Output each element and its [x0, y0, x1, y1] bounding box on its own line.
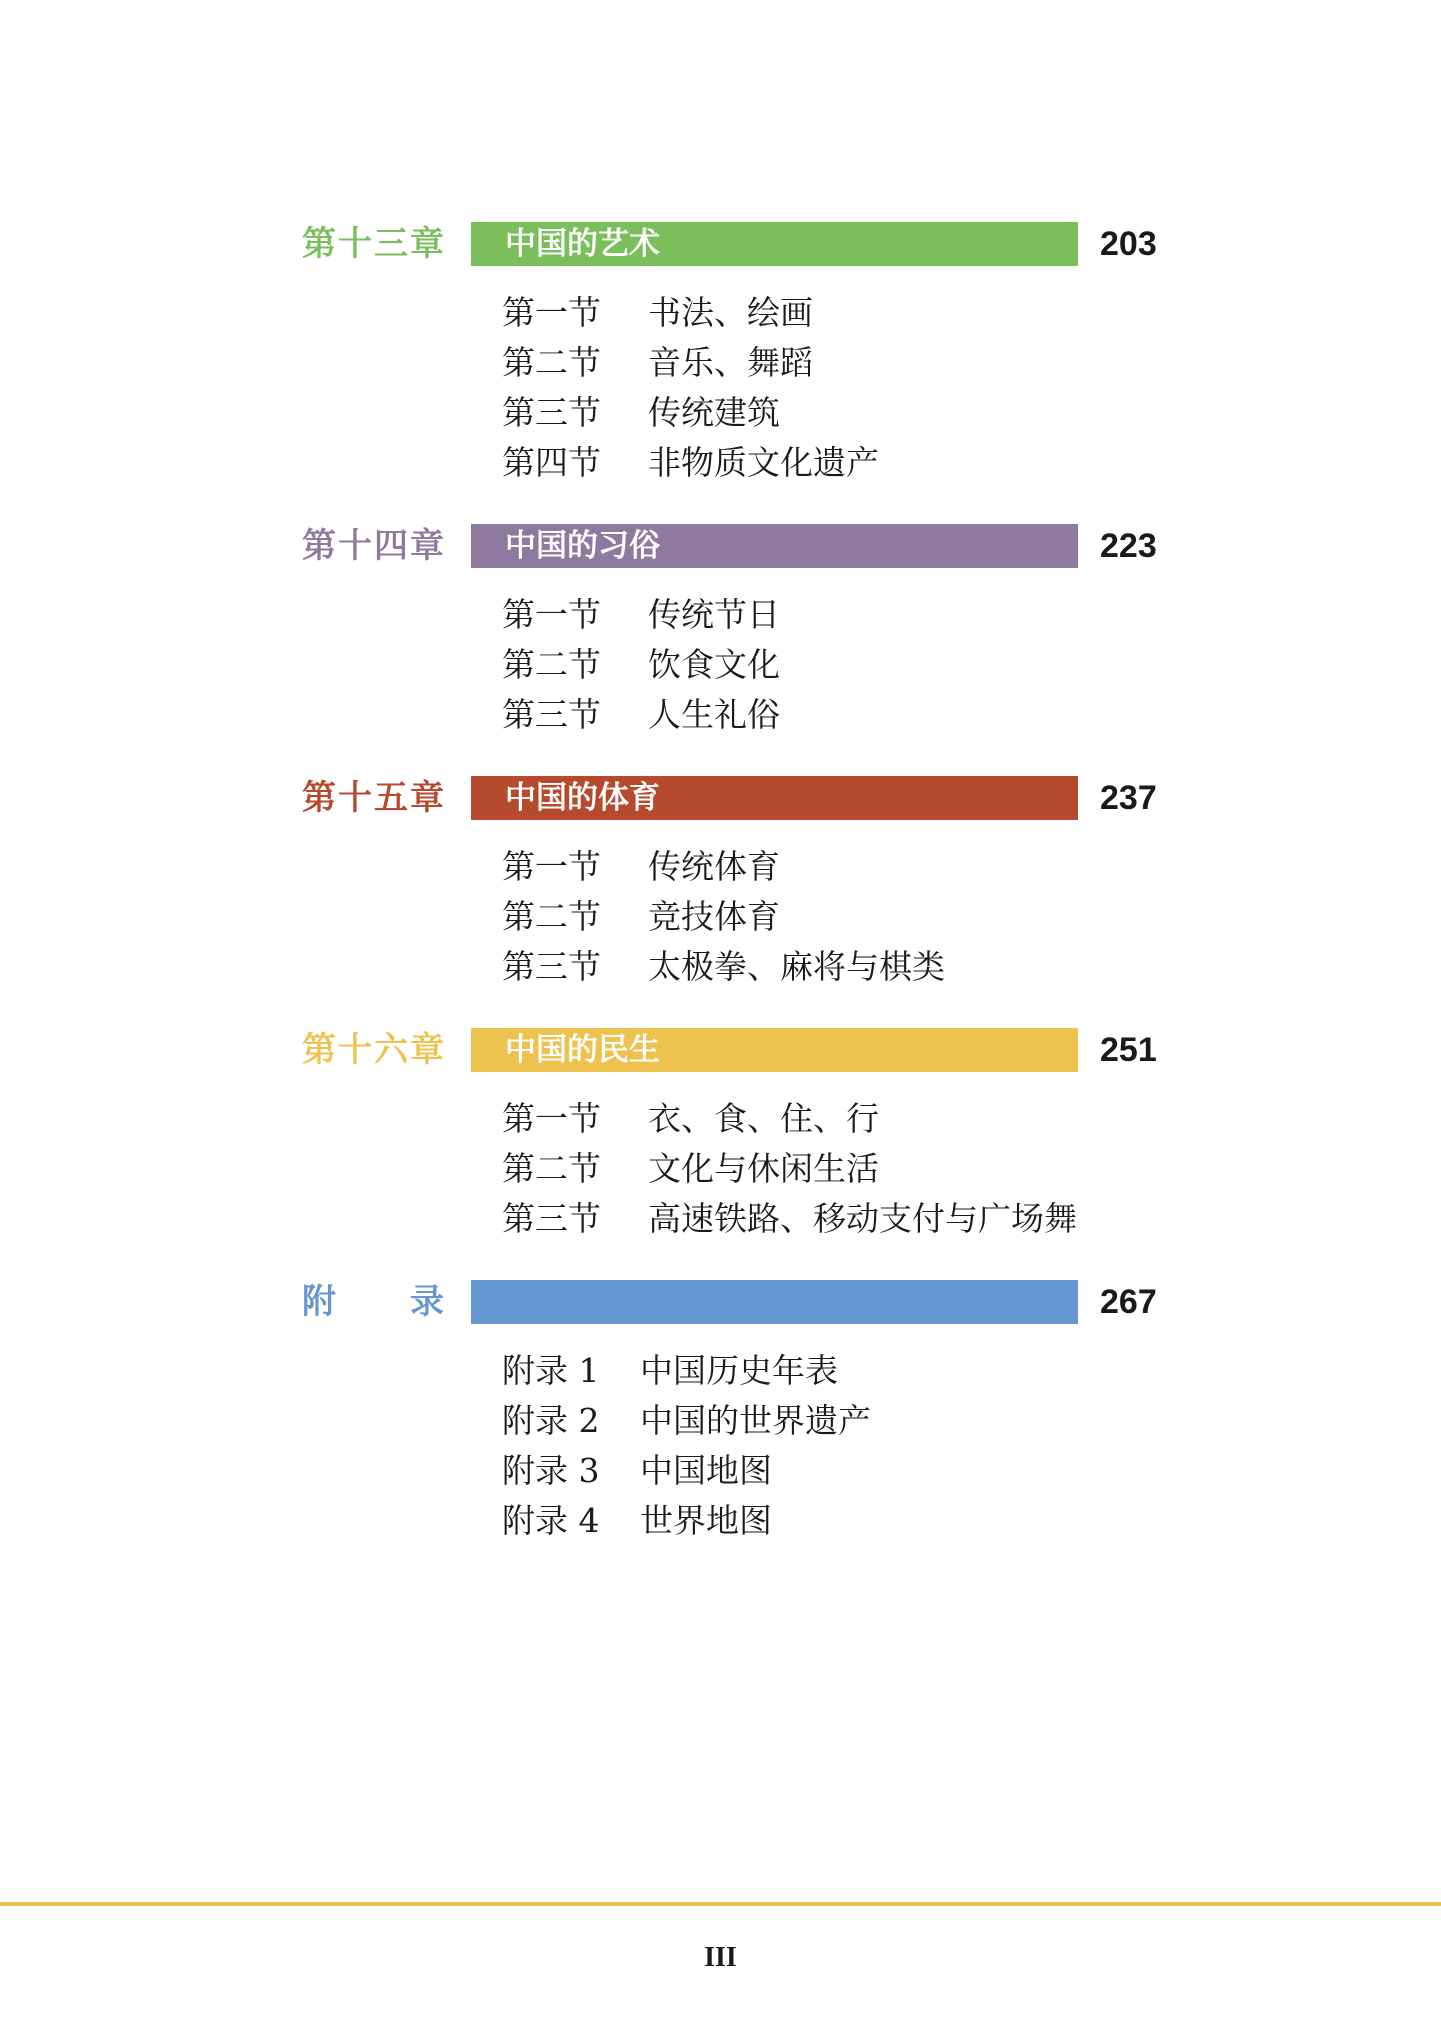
section-title: 传统体育 [648, 847, 780, 886]
chapter-title-bar[interactable] [471, 1028, 1078, 1072]
chapter-title-bar[interactable] [471, 776, 1078, 820]
section-item[interactable] [502, 590, 780, 640]
section-number: 第二节 [502, 645, 601, 684]
section-number: 第三节 [502, 393, 601, 432]
section-title: 竞技体育 [648, 897, 780, 936]
chapter-label: 附 录 [302, 1282, 446, 1322]
section-item[interactable] [502, 640, 780, 690]
chapter-page-number: 251 [1100, 1031, 1157, 1069]
section-item[interactable] [502, 288, 879, 338]
chapter-label: 第十四章 [302, 526, 446, 566]
section-title: 高速铁路、移动支付与广场舞 [648, 1199, 1077, 1238]
section-title: 音乐、舞蹈 [648, 343, 813, 382]
appendix-number: 附录 1 [502, 1351, 600, 1390]
section-title: 太极拳、麻将与棋类 [648, 947, 945, 986]
section-number: 第二节 [502, 897, 601, 936]
footer-rule [0, 1902, 1441, 1906]
section-title: 人生礼俗 [648, 695, 780, 734]
section-title: 传统节日 [648, 595, 780, 634]
section-number: 第三节 [502, 1199, 601, 1238]
section-item[interactable] [502, 690, 780, 740]
appendix-number: 附录 2 [502, 1401, 600, 1440]
section-number: 第三节 [502, 947, 601, 986]
section-list [502, 288, 879, 488]
appendix-title: 中国历史年表 [640, 1351, 838, 1390]
appendix-title: 中国地图 [640, 1451, 772, 1490]
appendix-number: 附录 3 [502, 1451, 600, 1490]
section-item[interactable] [502, 1144, 1077, 1194]
section-number: 第一节 [502, 1099, 601, 1138]
chapter-page-number: 237 [1100, 779, 1157, 817]
section-number: 第一节 [502, 293, 601, 332]
chapter-title: 中国的体育 [505, 780, 660, 816]
section-title: 非物质文化遗产 [648, 443, 879, 482]
appendix-item[interactable] [502, 1346, 871, 1396]
section-item[interactable] [502, 338, 879, 388]
appendix-number: 附录 4 [502, 1501, 600, 1540]
section-number: 第三节 [502, 695, 601, 734]
chapter-label: 第十五章 [302, 778, 446, 818]
section-item[interactable] [502, 892, 945, 942]
section-number: 第一节 [502, 847, 601, 886]
chapter-page-number: 203 [1100, 225, 1157, 263]
appendix-item[interactable] [502, 1396, 871, 1446]
section-number: 第二节 [502, 343, 601, 382]
section-title: 传统建筑 [648, 393, 780, 432]
chapter-title: 中国的习俗 [505, 528, 660, 564]
section-title: 文化与休闲生活 [648, 1149, 879, 1188]
section-item[interactable] [502, 1094, 1077, 1144]
chapter-title-bar[interactable] [471, 222, 1078, 266]
section-number: 第四节 [502, 443, 601, 482]
chapter-label: 第十六章 [302, 1030, 446, 1070]
section-item[interactable] [502, 388, 879, 438]
chapter-title: 中国的民生 [505, 1032, 660, 1068]
appendix-title: 世界地图 [640, 1501, 772, 1540]
appendix-item[interactable] [502, 1496, 871, 1546]
section-item[interactable] [502, 1194, 1077, 1244]
chapter-label: 第十三章 [302, 224, 446, 264]
chapter-title: 中国的艺术 [505, 226, 660, 262]
section-list [502, 842, 945, 992]
section-list [502, 590, 780, 740]
page-number: III [704, 1942, 737, 1973]
chapter-page-number: 267 [1100, 1283, 1157, 1321]
section-title: 书法、绘画 [648, 293, 813, 332]
section-title: 衣、食、住、行 [648, 1099, 879, 1138]
chapter-title-bar[interactable] [471, 1280, 1078, 1324]
section-item[interactable] [502, 942, 945, 992]
section-list [502, 1346, 871, 1546]
section-item[interactable] [502, 438, 879, 488]
section-number: 第一节 [502, 595, 601, 634]
section-item[interactable] [502, 842, 945, 892]
chapter-page-number: 223 [1100, 527, 1157, 565]
section-title: 饮食文化 [648, 645, 780, 684]
appendix-item[interactable] [502, 1446, 871, 1496]
chapter-title-bar[interactable] [471, 524, 1078, 568]
appendix-title: 中国的世界遗产 [640, 1401, 871, 1440]
section-list [502, 1094, 1077, 1244]
section-number: 第二节 [502, 1149, 601, 1188]
